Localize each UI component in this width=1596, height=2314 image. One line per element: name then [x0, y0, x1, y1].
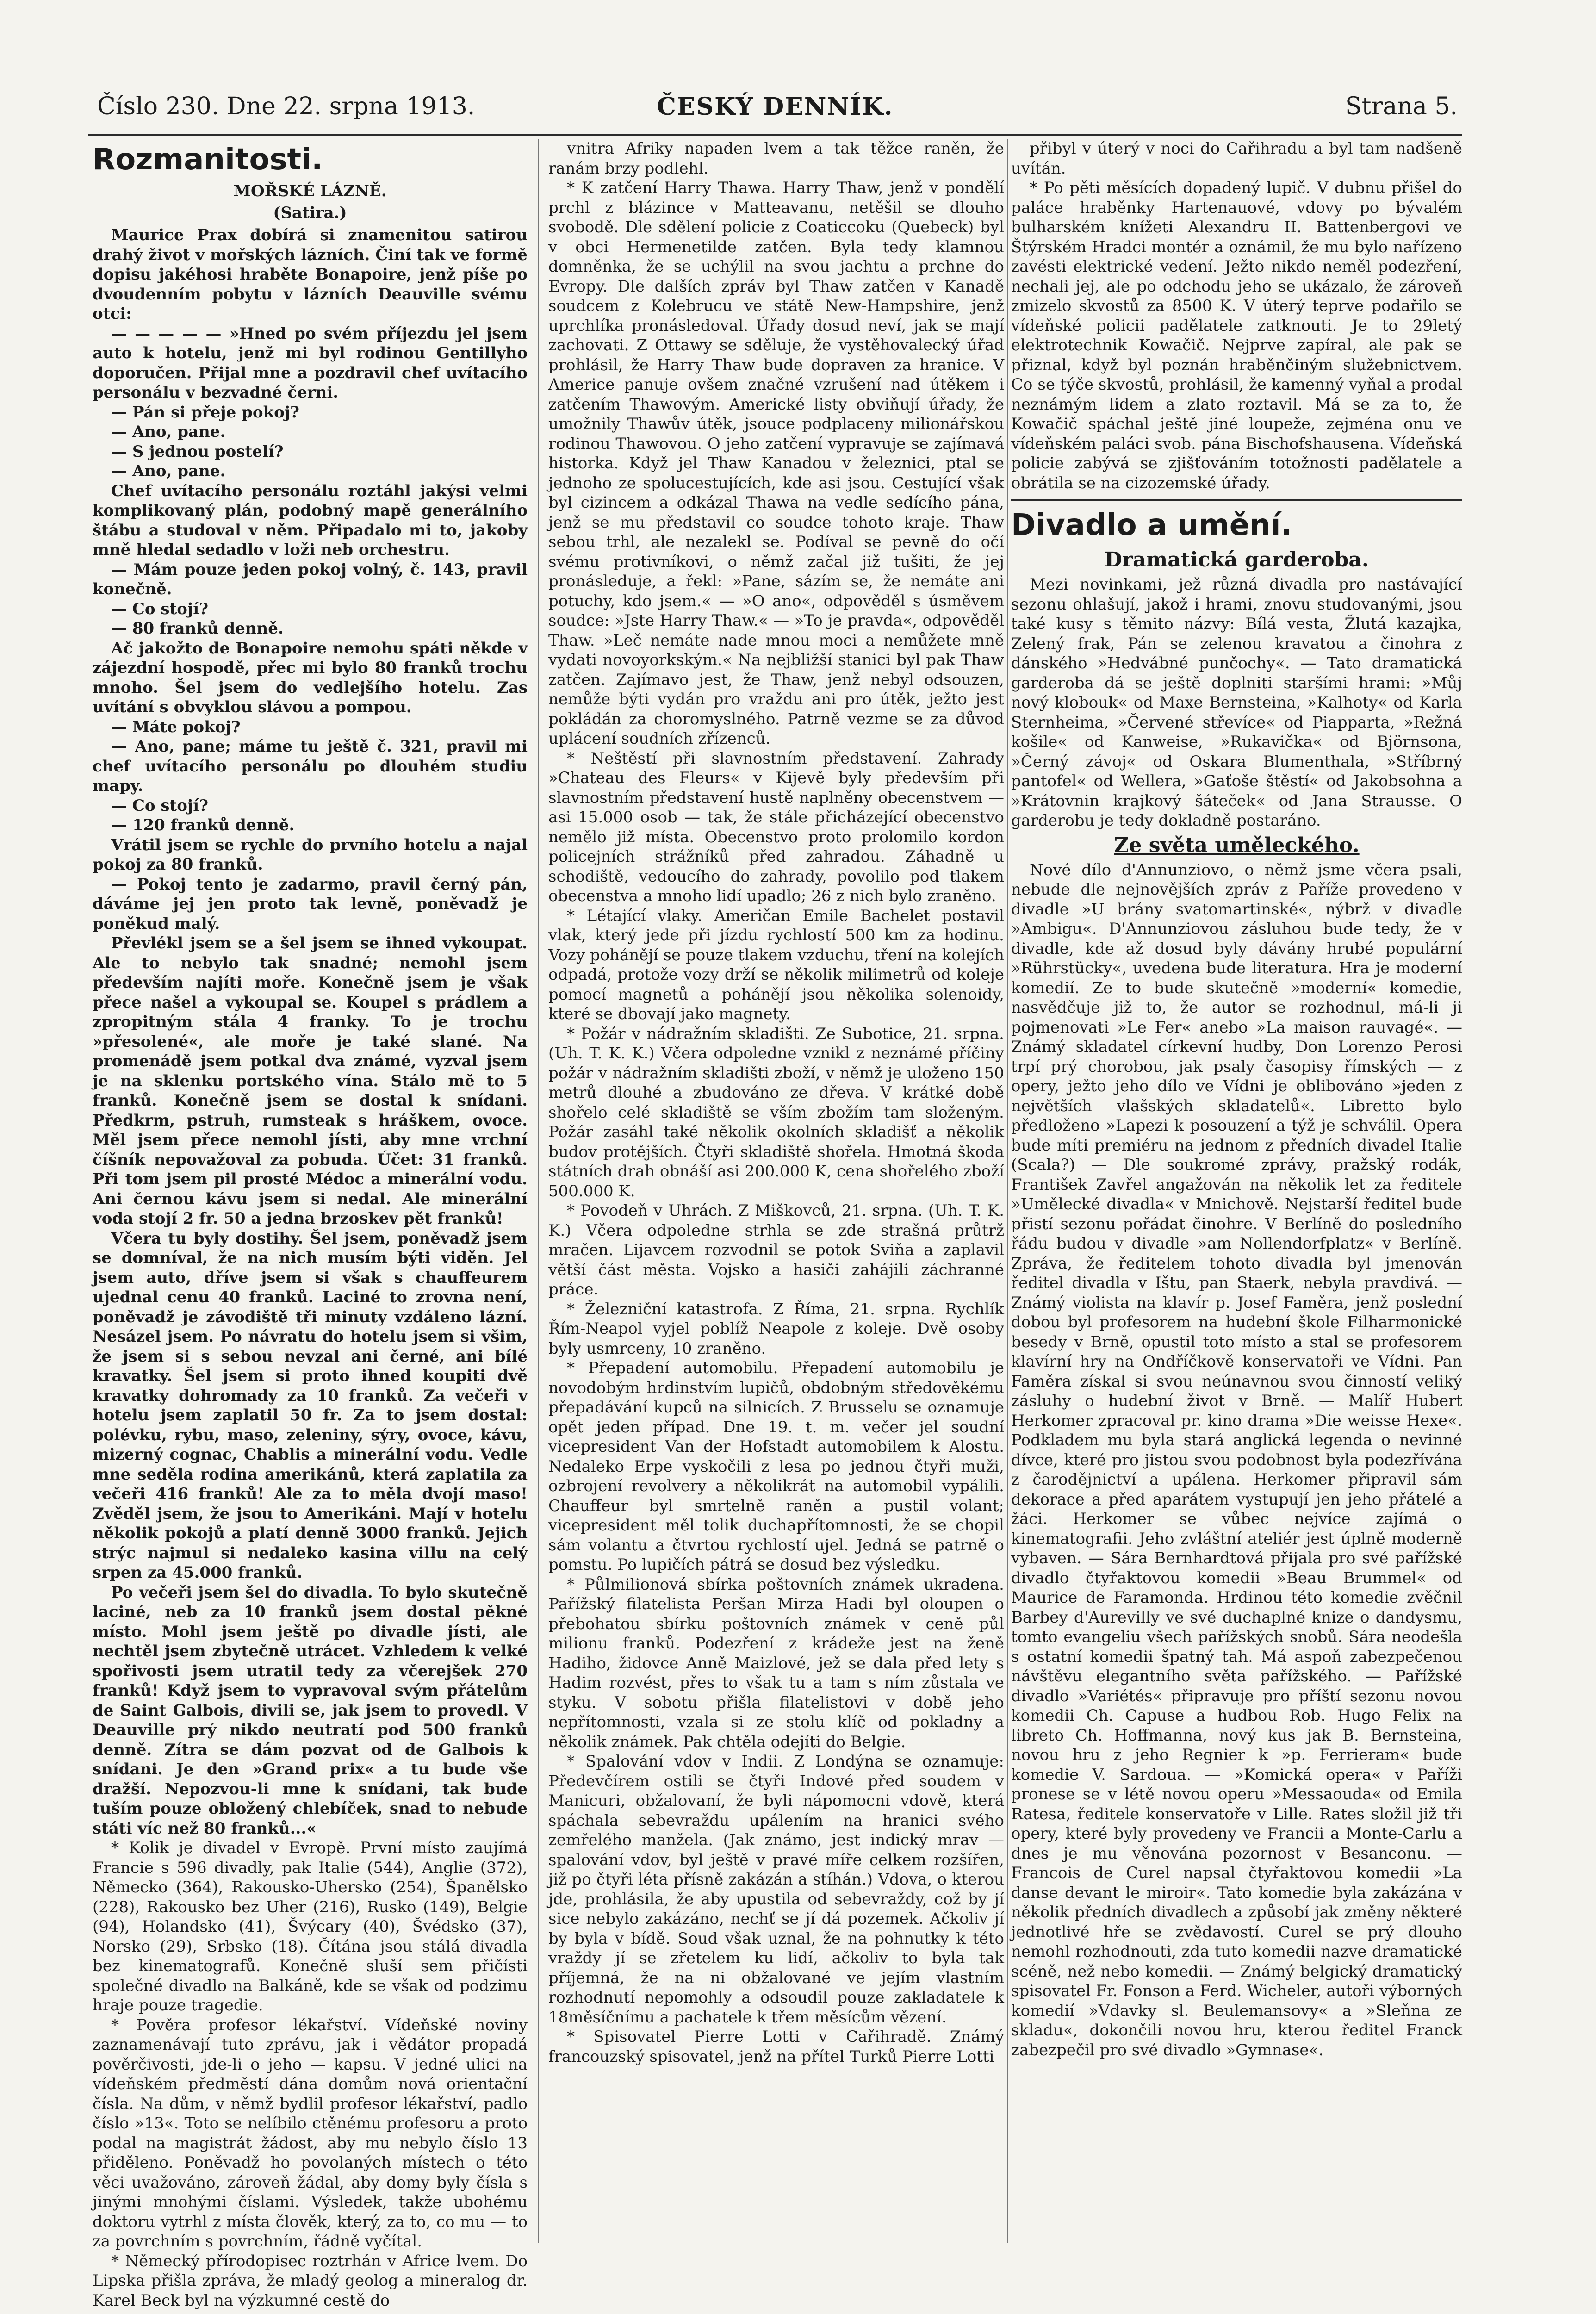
column-divider [1007, 139, 1008, 2243]
paragraph: * Spalování vdov v Indii. Z Londýna se oznamuje: Předevčírem ostili se čtyři Indové před soudem v Manicuri, obžalovaní, že byli nápomocni vdově, která spáchala sebevraždu upálením na hranici svého zemřelého manžela. (Jak známo, jest indický mrav — spalování vdov, byl ještě v pravé míře celkem rozšířen, již po čtyři léta přísně zakázán a stíhán.) Vdova, o kterou jde, prohlásila, že aby upustila od sebevraždy, což by jí sice nebylo zakázáno, nechť se jí dá pozemek. Ačkoliv jí by byla v bídě. Soud však uznal, že na pohnutky k této vraždy jí se zřetelem ku lidí, ačkoliv to byla tak příjemná, že na ni obžalované ve jejím vlastním rozhodnutí nepomohly a odsoudil pouze zakladatele k 18měsíčnímu a pachatele k třem měsícům vězení. [548, 1752, 1004, 2027]
section-divider [1011, 499, 1462, 501]
newspaper-title: ČESKÝ DENNÍK. [657, 93, 894, 121]
article-title: Ze světa uměleckého. [1114, 833, 1360, 857]
paragraph: Po večeři jsem šel do divadla. To bylo skutečně laciné, neb za 10 franků jsem dostal pěkné místo. Mohl jsem ještě po divadle jísti, ale nechtěl jsem zbytečně utrácet. Vzhledem k velké spořivosti jsem utratil tedy za včerejšek 270 franků! Když jsem to vypravoval svým přátelům de Saint Galbois, divili se, jak jsem to provedl. V Deauville prý nikdo neutratí pod 500 franků denně. Zítra se dám pozvat od de Galbois k snídani. Je den »Grand prix« a tu bude vše dražší. Nepozvou-li mne k snídani, tak bude tuším pouze obložený chlebíček, snad to nebude státi víc než 80 franků...« [93, 1583, 528, 1838]
paragraph: — Máte pokoj? [111, 717, 241, 736]
paragraph: * Spisovatel Pierre Lotti v Cařihradě. Známý francouzský spisovatel, jenž na přítel Turků Pierre Lotti [548, 2028, 1004, 2066]
paragraph: * K zatčení Harry Thawa. Harry Thaw, jenž v pondělí prchl z blázince v Matteavanu, netěšil se dlouho svobodě. Dle sdělení policie z Coaticcoku (Quebeck) byl v obci Hermenetilde zatčen. Byla tedy klamnou domněnka, že se uchýlil na svou jachtu a prchne do Evropy. Dle dalších zpráv byl Thaw zatčen v Kanadě soudcem z Kolebrucu ve státě New-Hampshire, jenž uprchlíka pronásledoval. Úřady dosud neví, jak se mají zachovati. Z Ottawy se sděluje, že vystěhovalecký úřad prohlásil, že Harry Thaw bude dopraven za hranice. V Americe panuje ovšem značné vzrušení nad útěkem i zatčením Thawovým. Americké listy obviňují úřady, že umožnily Thawův útěk, jsouce podplaceny milionářskou rodinou Thawovou. O jeho zatčení vypravuje se zajímavá historka. Když jel Thaw Kanadou v železnici, ptal se jednoho ze spolucestujících, kde asi jsou. Cestující však byl cizincem a odkázal Thawa na vedle sedícího pána, jenž se mu představil co soudce tohoto kraje. Thaw sebou trhl, ale nezalekl se. Podíval se pevně do očí svému protivníkovi, o němž začal již tušiti, že jej pronásleduje, a řekl: »Pane, sázím se, že nemáte ani potuchy, kdo jsem.« — »O ano«, odpověděl s úsměvem soudce: »Jste Harry Thaw.« — »To je pravda«, odpověděl Thaw. »Leč nemáte nade mnou moci a nemůžete mně vydati novoyorkským.« Na nejbližší stanici byl pak Thaw zatčen. Zajímavo jest, že Thaw, jenž nebyl odsouzen, nemůže býti vydán pro vraždu ani pro útěk, ježto jest pokládán za choromyslného. Patrně vezme se za důvod uplácení soudních zřízenců. [548, 179, 1004, 748]
section-title: Divadlo a umění. [1011, 508, 1292, 542]
page-header [88, 88, 1462, 134]
header-rule [88, 134, 1462, 136]
paragraph: * Půlmilionová sbírka poštovních známek ukradena. Pařížský filatelista Peršan Mirza Hadi byl oloupen o přebohatou sbírku poštovních známek v ceně půl milionu franků. Podezření z krádeže jest na ženě Hadiho, židovce Anně Maizlové, jež se dala před lety s Hadim rozvést, přes to však tu a tam s ním zůstala ve styku. V sobotu přišla filatelistovi v době jeho nepřítomnosti, vzala si ze stolu klíč od pokladny a několik známek. Pak chtěla odejíti do Belgie. [548, 1575, 1004, 1751]
paragraph: * Přepadení automobilu. Přepadení automobilu je novodobým hrdinstvím lupičů, obdobným středověkému přepadávání kupců na silnicích. Z Brusselu se oznamuje opět jeden případ. Dne 19. t. m. večer jel soudní vicepresident Van der Hofstadt automobilem k Alostu. Nedaleko Erpe vyskočili z lesa po jednou čtyři muži, ozbrojení revolvery a několikrát na automobil vypálili. Chauffeur byl smrtelně raněn a pustil volant; vicepresident měl tolik duchapřítomnosti, že se chopil sám volantu a čtvrtou rychlostí ujel. Jedná se patrně o pomstu. Po lupičích pátrá se dosud bez výsledku. [548, 1359, 1004, 1574]
paragraph: přibyl v úterý v noci do Cařihradu a byl tam nadšeně uvítán. [1011, 139, 1462, 178]
column-divider [538, 139, 539, 2243]
paragraph: * Létající vlaky. Američan Emile Bachelet postavil vlak, který jede při jízdu rychlostí 500 km za hodinu. Vozy pohánějí se pouze tlakem vzduchu, tření na kolejích odpadá, protože vozy drží se několik milimetrů od koleje pomocí magnetů a pohánějí jsou několika solenoidy, které se dbovají jako magnety. [548, 906, 1004, 1023]
paragraph: * Železniční katastrofa. Z Říma, 21. srpna. Rychlík Řím-Neapol vyjel poblíž Neapole z koleje. Dvě osoby byly usmrceny, 10 zraněno. [548, 1300, 1004, 1358]
paragraph: — 120 franků denně. [111, 816, 295, 834]
paragraph: Mezi novinkami, jež různá divadla pro nastávající sezonu ohlašují, jakož i hrami, znovu studovanými, jsou také kusy s těmito názvy: Bílá vesta, Žlutá kazajka, Zelený frak, Pán se zelenou kravatou a činohra z dánského »Hedvábné punčochy«. — Tato dramatická garderoba dá se ještě doplniti staršími hrami: »Můj nový klobouk« od Maxe Bernsteina, »Kalhoty« od Karla Sternheima, »Červené střevíce« od Piapparta, »Režná košile« od Kanweise, »Rukavička« od Björnsona, »Černý závoj« od Oskara Blumenthala, »Stříbrný pantofel« od Wellera, »Gaťoše štěstí« od Jakobsohna a »Krátovnin krajkový šáteček« od Jana Strausse. O garderobu je tedy dokladně postaráno. [1011, 575, 1462, 830]
paragraph: Včera tu byly dostihy. Šel jsem, poněvadž jsem se domníval, že na nich musím býti viděn. Jel jsem auto, dříve jsem si však s chauffeurem ujednal cenu 40 franků. Laciné to zrovna není, poněvadž je závodiště tři minuty vzdáleno lázní. Nesázel jsem. Po návratu do hotelu jsem si všim, že jsem si s sebou nevzal ani černé, ani bílé kravatky. Šel jsem si proto ihned koupiti dvě kravatky dohromady za 10 franků. Za večeři v hotelu jsem zaplatil 50 fr. Za to jsem dostal: polévku, rybu, maso, zeleniny, sýry, ovoce, kávu, mizerný cognac, Chablis a minerální vodu. Vedle mne seděla rodina amerikánů, která zaplatila za večeři 416 franků! Ale za to měla dvojí maso! Zvěděl jsem, že jsou to Amerikáni. Mají v hotelu několik pokojů a platí denně 3000 franků. Jejich strýc najmul si nedaleko kasina villu na celý srpen za 45.000 franků. [93, 1229, 528, 1582]
paragraph: — Mám pouze jeden pokoj volný, č. 143, pravil konečně. [93, 560, 528, 598]
paragraph: * Kolik je divadel v Evropě. První místo zaujímá Francie s 596 divadly, pak Italie (544), Anglie (372), Německo (364), Rakousko-Uhersko (254), Španělsko (228), Rakousko bez Uher (216), Rusko (149), Belgie (94), Holandsko (41), Švýcary (40), Švédsko (37), Norsko (29), Srbsko (18). Čítána jsou stálá divadla bez kinematografů. Konečně sluší sem přičísti společné divadlo na Balkáně, kde se však od podzimu hraje pouze tragedie. [93, 1839, 528, 2015]
paragraph: * Po pěti měsících dopadený lupič. V dubnu přišel do paláce hraběnky Hartenauové, vdovy po bývalém bulharském knížeti Alexandru II. Battenbergovi ve Štýrském Hradci montér a oznámil, že mu bylo nařízeno zavésti elektrické vedení. Ježto nikdo neměl podezření, nechali jej, ale po odchodu jeho se ukázalo, že zároveň zmizelo skvostů za 8500 K. V úterý teprve podařilo se vídeňské policii padělatele zatknouti. Je to 29letý elektrotechnik Kowačič. Nejprve zapíral, ale pak se přiznal, když byl poznán hraběnčiným služebnictvem. Co se týče skvostů, prohlásil, že kamenný vyňal a prodal neznámým lidem a zlato roztavil. Má se za to, že Kowačič spáchal ještě jiné loupeže, zejména onu ve vídeňském paláci svob. pána Bischofshausena. Vídeňská policie zabývá se zjišťováním totožnosti padělatele a obrátila se na cizozemské úřady. [1011, 179, 1462, 492]
paragraph: vnitra Afriky napaden lvem a tak těžce raněn, že ranám brzy podlehl. [548, 139, 1004, 178]
paragraph: — Pán si přeje pokoj? [111, 403, 299, 422]
page-number: Strana 5. [1345, 93, 1458, 120]
paragraph: Ač jakožto de Bonapoire nemohu spáti někde v zájezdní hospodě, přec mi bylo 80 franků trochu mnoho. Šel jsem do vedlejšího hotelu. Zas uvítání s obvyklou slávou a pompou. [93, 639, 528, 716]
paragraph: Chef uvítacího personálu roztáhl jakýsi velmi komplikovaný plán, podobný mapě generálního štábu a studoval v něm. Připadalo mi to, jakoby mně hledal sedadlo v loži neb orchestru. [93, 481, 528, 559]
paragraph: Maurice Prax dobírá si znamenitou satirou drahý život v mořských lázních. Činí tak ve formě dopisu jakéhosi hraběte Bonapoire, jenž píše po dvoudenním pobytu v lázních Deauville svému otci: [93, 226, 528, 323]
article-subtitle: (Satira.) [273, 203, 347, 222]
column-2 [548, 139, 1004, 2243]
section-title: Rozmanitosti. [93, 143, 323, 177]
paragraph: Vrátil jsem se rychle do prvního hotelu a najal pokoj za 80 franků. [93, 835, 528, 874]
column-1 [93, 139, 528, 2310]
paragraph: * Požár v nádražním skladišti. Ze Subotice, 21. srpna. (Uh. T. K. K.) Včera odpoledne vznikl z neznámé příčiny požár v nádražním skladišti zboží, v němž je uloženo 150 metrů dlouhé a zbudováno ze dřeva. V krátké době shořelo celé skladiště se vším zbožím tam složeným. Požár zasáhl také několik okolních skladišť a několik budov protějších. Čtyři skladiště shořela. Hmotná škoda státních drah obnáší asi 200.000 K, cena shořelého zboží 500.000 K. [548, 1024, 1004, 1201]
paragraph: Nové dílo d'Annunziovo, o němž jsme včera psali, nebude dle nejnovějších zpráv z Paříže provedeno v divadle »U brány svatomartinské«, nýbrž v divadle »Ambigu«. D'Annunziovou zásluhou bude tedy, že v divadle, kde až dosud byly dávány hrubé populární »Rührstücky«, uvedena bude literatura. Hra je moderní komedií. Ze to bude skutečně »moderní« komedie, nasvědčuje již to, že autor se rozhodnul, má-li ji pojmenovati »Le Fer« anebo »La maison rauvagé«. — Známý skladatel církevní hudby, Don Lorenzo Perosi trpí prý chorobou, jak psaly časopisy římských — z opery, ježto jeho dílo ve Vídni je oblibováno »jeden z největších vlašských skladatelů«. Libretto bylo předloženo »Lapezi k posouzení a týž je schválil. Opera bude míti premiéru na jednom z předních divadel Italie (Scala?) — Dle soukromé zprávy, pražský rodák, František Zavřel angažován na několik let za ředitele »Umělecké divadla« v Mnichově. Nejstarší ředitel bude přistí sezonu pořádat činohre. V Berlíně do posledního řádu budou v divadle »am Nollendorfplatz« v Berlíně. Zpráva, že ředitelem tohoto divadla byl jmenován ředitel divadla v Ištu, pan Staerk, nebyla pravdivá. — Známý violista na klavír p. Josef Faměra, jenž poslední dobou byl profesorem na hudební škole Filharmonické besedy v Brně, opustil toto místo a stal se profesorem klavírní hry na Ondříčkově konservatoři ve Vídni. Pan Faměra získal si svou neúnavnou svou činností veliký zásluhy o hudební život v Brně. — Malíř Hubert Herkomer zpracoval pr. kino drama »Die weisse Hexe«. Podkladem mu byla stará anglická legenda o nevinné dívce, které pro jistou svou podobnost byla podezřívána z čarodějnictví a upálena. Herkomer připravil sám dekorace a před aparátem vystupují jen jeho přátelé a žáci. Herkomer se vůbec nejvíce zajímá o kinematografii. Jeho zvláštní ateliér jest úplně moderně vybaven. — Sára Bernhardtová přijala pro své pařížské divadlo čtyřaktovou komedii »Beau Brummel« od Maurice de Faramonda. Hrdinou této komedie zvěčnil Barbey d'Aurevilly ve své duchaplné knize o dandysmu, tomto evangeliu všech pařížských snobů. Sára neodešla s ostatní komedii špatný tah. Má aspoň zabezpečenou návštěvu elegantního světa pařížského. — Pařížské divadlo »Variétés« připravuje pro příští sezonu novou komedii Ch. Capuse a hudbou Rob. Hugo Felix na libreto Ch. Hoffmanna, nový kus jak B. Bernsteina, novou hru z jeho Regnier k »p. Ferrieram« bude komedie V. Sardoua. — »Komická opera« v Paříži pronese se v létě novou operu »Messaouda« od Emila Ratesa, ředitele konservatoře v Lille. Rates složil již tři opery, které byly provedeny ve Francii a Monte-Carlu a dnes je mu věnována pozornost v Besanconu. — Francois de Curel napsal čtyřaktovou komedii »La danse devant le miroir«. Tato komedie byla zakázána v několik předních divadlech a způsobí jak změny některé jednotlivé hře se zvědavostí. Curel se prý dlouho nemohl rozhodnouti, zda tuto komedii nazve dramatické scéně, než nebo komedii. — Známý belgický dramatický spisovatel Fr. Fonson a Ferd. Wicheler, autoři výborných komedií »Vdavky sl. Beulemansovy« a »Sleňna ze skladu«, dokončili novou hru, kterou ředitel Franck zabezpečil pro své divadlo »Gymnase«. [1011, 860, 1462, 2059]
paragraph: — Ano, pane; máme tu ještě č. 321, pravil mi chef uvítacího personálu po dlouhém studiu mapy. [93, 737, 528, 795]
paragraph: Převlékl jsem se a šel jsem se ihned vykoupat. Ale to nebylo tak snadné; nemohl jsem především najíti moře. Konečně jsem je však přece našel a vykoupal se. Koupel s prádlem a zpropitným stála 4 franky. To je trochu »přesolené«, ale moře je také slané. Na promenádě jsem potkal dva známé, vyzval jsem je na sklenku portského vína. Stálo mě to 5 franků. Konečně jsem se dostal k snídani. Předkrm, pstruh, rumsteak s hráškem, ovoce. Měl jsem přece nemohl jísti, aby mne vrchní číšník nepovažoval za pobuda. Účet: 31 franků. Při tom jsem pil prosté Médoc a minerální vodu. Ani černou kávu jsem si nedal. Ale minerální voda stojí 2 fr. 50 a jedna brzoskev pět franků! [93, 934, 528, 1228]
paragraph: * Povodeň v Uhrách. Z Miškovců, 21. srpna. (Uh. T. K. K.) Včera odpoledne strhla se zde strašná průtrž mračen. Lijavcem rozvodnil se potok Sviňa a zaplavil větší část města. Vojsko a hasiči zahájili záchranné práce. [548, 1201, 1004, 1299]
column-3 [1011, 139, 1462, 2243]
paragraph: — Pokoj tento je zadarmo, pravil černý pán, dáváme jej jen proto tak levně, poněvadž je poněkud malý. [93, 875, 528, 933]
paragraph: — S jednou postelí? [111, 442, 284, 461]
article-title: Dramatická garderoba. [1104, 548, 1369, 572]
paragraph: — Co stojí? [111, 796, 209, 815]
paragraph: — 80 franků denně. [111, 619, 284, 638]
paragraph: * Neštěstí při slavnostním představení. Zahrady »Chateau des Fleurs« v Kijevě byly především při slavnostním představení hustě naplněny obecenstvem — asi 15.000 osob — tak, že stále přicházející obecenstvo nemělo již místa. Obecenstvo proto prolomilo kordon policejních strážníků před zahradou. Záhadně u schodiště, vedoucího do zahrady, povolilo pod tlakem obecenstva a mnoho lidí upadlo; 26 z nich bylo zraněno. [548, 749, 1004, 905]
paragraph: * Německý přírodopisec roztrhán v Africe lvem. Do Lipska přišla zpráva, že mladý geolog a mineralog dr. Karel Beck byl na výzkumné cestě do [93, 2252, 528, 2310]
issue-date: Číslo 230. Dne 22. srpna 1913. [97, 93, 475, 120]
paragraph: — Ano, pane. [111, 423, 226, 441]
paragraph: * Pověra profesor lékařství. Vídeňské noviny zaznamenávají tuto zprávu, jak i vědátor propadá pověrčivosti, jde-li o jeho — kapsu. V jedné ulici na vídeňském předměstí dána domům nová orientační čísla. Na dům, v němž bydlil profesor lékařství, padlo číslo »13«. Toto se nelíbilo ctěnému profesoru a proto podal na magistrát žádost, aby mu nebylo číslo 13 přiděleno. Poněvadž ho povolaných místech o této věci uvažováno, zároveň žádal, aby domy byly čísla s jinými mnohými číslami. Výsledek, takže ubohému doktoru vytrhl z místa člověk, který, za to, co mu — to za povrchním s povrchním, řádně vyčítal. [93, 2015, 528, 2251]
article-title: MOŘSKÉ LÁZNĚ. [233, 182, 387, 200]
paragraph: — Co stojí? [111, 599, 209, 618]
paragraph: — — — — — »Hned po svém příjezdu jel jsem auto k hotelu, jenž mi byl rodinou Gentillyho doporučen. Přijal mne a pozdravil chef uvítacího personálu v bezvadné černi. [93, 324, 528, 402]
paragraph: — Ano, pane. [111, 462, 226, 480]
